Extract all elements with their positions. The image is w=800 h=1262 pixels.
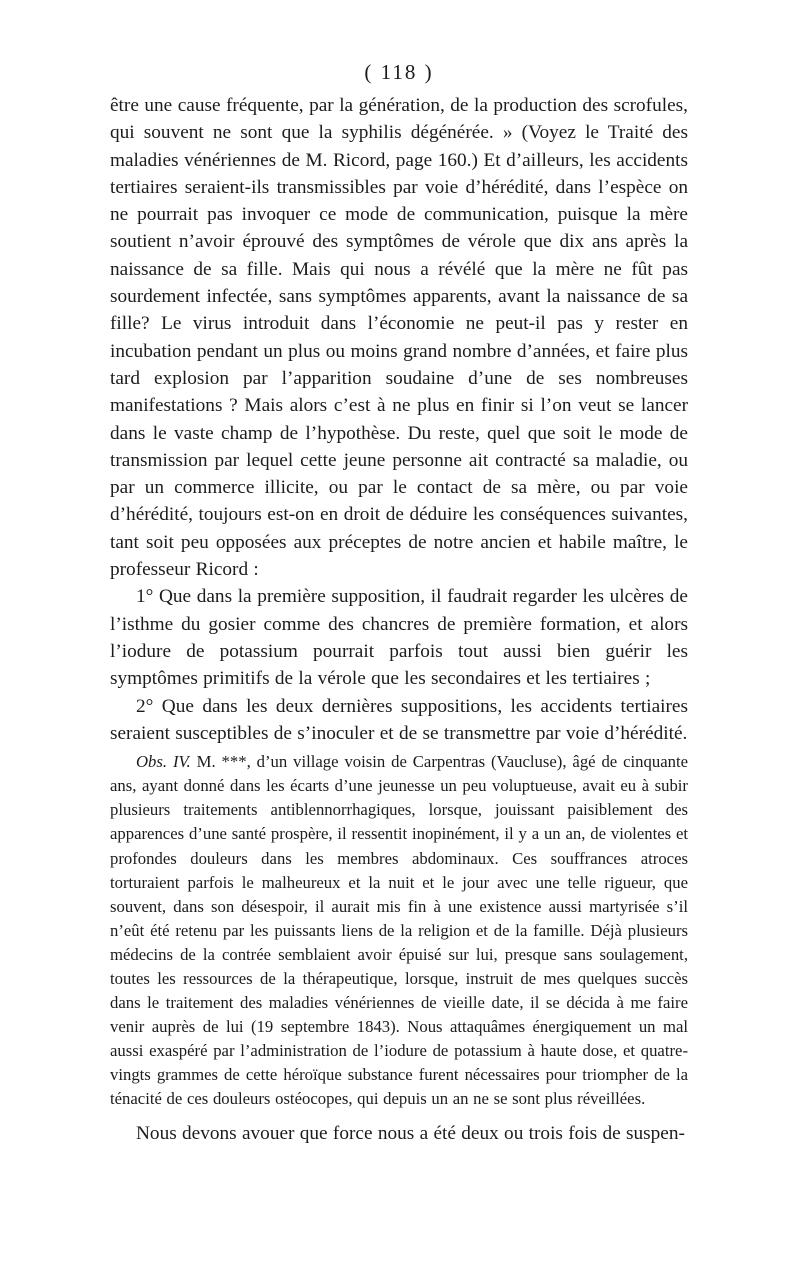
paragraph-consequence-2: 2° Que dans les deux dernières suppositions, les accidents tertiaires seraient susceptibles de s’inoculer et de se transmettre par voie d’hérédité. [110, 695, 688, 744]
paragraph-consequence-1: 1° Que dans la première supposition, il faudrait regarder les ulcères de l’isthme du gosier comme des chancres de première formation, et alors l’iodure de potassium pourrait parfois tout aussi bien guérir les symptômes primitifs de la vérole que les secondaires et les tertiaires ; [110, 586, 688, 690]
paragraph-continuation: être une cause fréquente, par la génération, de la production des scrofules, qui souvent ne sont que la syphilis dégénérée. » (Voyez le Traité des maladies vénériennes de M. Ricord, page 160.) Et d’ailleurs, les accidents tertiaires seraient-ils transmissibles par voie d’hérédité, dans l’espèce on ne pourrait pas invoquer ce mode de communication, puisque la mère soutient n’avoir éprouvé des symptômes de vérole que dix ans après la naissance de sa fille. Mais qui nous a révélé que la mère ne fût pas sourdement infectée, sans symptômes apparents, avant la naissance de sa fille? Le virus introduit dans l’économie ne peut-il pas y rester en incubation pendant un plus ou moins grand nombre d’années, et faire plus tard explosion par l’apparition soudaine d’une de ses nombreuses manifestations ? Mais alors c’est à ne plus en finir si l’on veut se lancer dans le vaste champ de l’hypothèse. Du reste, quel que soit le mode de transmission par lequel cette jeune personne ait contracté sa maladie, ou par un commerce illicite, ou par le contact de sa mère, ou par voie d’hérédité, toujours est-on en droit de déduire les conséquences suivantes, tant soit peu opposées aux préceptes de notre ancien et habile maître, le professeur Ricord : [110, 95, 688, 581]
observation-text: M. ***, d’un village voisin de Carpentras (Vaucluse), âgé de cinquante ans, ayant donné dans les écarts d’une jeunesse un peu voluptueuse, avait eu à subir plusieurs traitements antiblennorrhagiques, lorsque, jouissant paisiblement des apparences d’une santé prospère, il ressentit inopinément, il y a un an, de violentes et profondes douleurs dans les membres abdominaux. Ces souffrances atroces torturaient parfois le malheureux et la nuit et le jour avec une telle rigueur, que souvent, dans son désespoir, il aurait mis fin à une existence aussi martyrisée s’il n’eût été retenu par les puissants liens de la religion et de la famille. Déjà plusieurs médecins de la contrée semblaient avoir épuisé sur lui, presque sans soulagement, toutes les ressources de la thérapeutique, lorsque, instruit de mes quelques succès dans le traitement des maladies vénériennes de vieille date, il se décida à me faire venir auprès de lui (19 septembre 1843). Nous attaquâmes énergiquement un mal aussi exaspéré par l’administration de l’iodure de potassium à haute dose, et quatre-vingts grammes de cette héroïque substance furent nécessaires pour triompher de la ténacité de ces douleurs ostéocopes, qui depuis un an ne se sont plus réveillées. [110, 752, 688, 1109]
observation-label: Obs. IV. [136, 752, 191, 772]
page-number: ( 118 ) [364, 60, 434, 84]
paragraph-closing: Nous devons avouer que force nous a été deux ou trois fois de suspen- [136, 1122, 685, 1144]
observation-paragraph [110, 750, 688, 1111]
